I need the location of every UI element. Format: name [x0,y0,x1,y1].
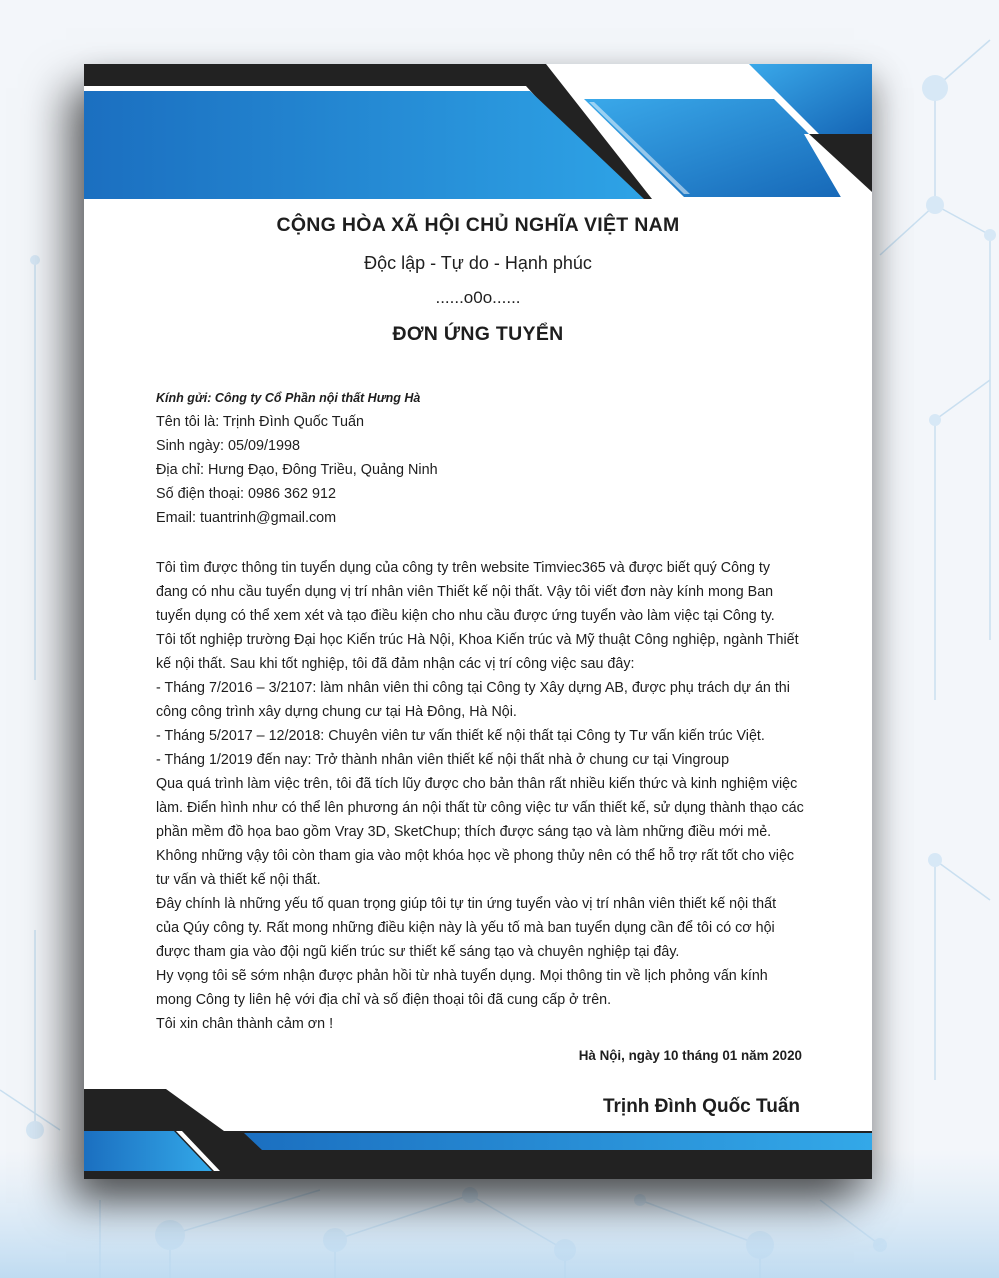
bottom-decoration-banner [84,1089,872,1179]
letter-body [156,556,804,1036]
body-line: Hy vọng tôi sẽ sớm nhận được phản hồi từ nhà tuyển dụng. Mọi thông tin về lịch phỏng vấn kính [156,968,768,984]
body-line: phần mềm đồ họa bao gồm Vray 3D, SketChup; thích được sáng tạo và làm những điều mới mẻ. [156,824,772,840]
body-line: kế nội thất. Sau khi tốt nghiệp, tôi đã đảm nhận các vị trí công việc sau đây: [156,656,635,672]
application-letter-page [84,64,872,1179]
body-line: của Qúy công ty. Rất mong những điều kiện này là yếu tố mà ban tuyển dụng cần để tôi có cơ hội [156,920,775,936]
body-line: Qua quá trình làm việc trên, tôi đã tích lũy được cho bản thân rất nhiều kiến thức và kinh nghiệm việc [156,776,798,792]
body-line: đang có nhu cầu tuyển dụng vị trí nhân viên Thiết kế nội thất. Vậy tôi viết đơn này kính mong Ban [156,584,774,600]
body-line: - Tháng 1/2019 đến nay: Trở thành nhân viên thiết kế nội thất nhà ở chung cư tại Vingroup [156,752,730,768]
body-line: Không những vậy tôi còn tham gia vào một khóa học về phong thủy nên có thể hỗ trợ rất tốt cho việc [156,848,795,864]
body-line: được tham gia vào đội ngũ kiến trúc sư thiết kế sáng tạo và chuyên nghiệp tại đây. [156,944,680,960]
body-line: Tôi tốt nghiệp trường Đại học Kiến trúc Hà Nội, Khoa Kiến trúc và Mỹ thuật Công nghiệp, ngành Thiết [156,632,799,648]
info-address: Địa chỉ: Hưng Đạo, Đông Triều, Quảng Ninh [156,462,438,478]
body-line: - Tháng 7/2016 – 3/2107: làm nhân viên thi công tại Công ty Xây dựng AB, được phụ trách dự án thi [156,680,790,696]
body-line: làm. Điển hình như có thể lên phương án nội thất từ công việc tư vấn thiết kế, sử dụng thành thạo các [156,800,804,816]
info-name: Tên tôi là: Trịnh Đình Quốc Tuấn [156,414,364,430]
body-line: Tôi xin chân thành cảm ơn ! [156,1016,334,1032]
recipient-line: Kính gửi: Công ty Cổ Phần nội thất Hưng Hà [156,391,421,405]
body-line: mong Công ty liên hệ với địa chỉ và số điện thoại tôi đã cung cấp ở trên. [156,992,612,1008]
body-line: Tôi tìm được thông tin tuyển dụng của công ty trên website Timviec365 và được biết quý Công ty [156,560,771,576]
body-line: tư vấn và thiết kế nội thất. [156,872,321,888]
signature-name: Trịnh Đình Quốc Tuấn [602,1096,800,1117]
date-line: Hà Nội, ngày 10 tháng 01 năm 2020 [578,1048,802,1063]
top-decoration-banner [84,64,872,199]
title-separator: ......o0o...... [435,288,521,307]
national-motto: Độc lập - Tự do - Hạnh phúc [364,253,592,273]
body-line: Đây chính là những yếu tố quan trọng giúp tôi tự tin ứng tuyển vào vị trí nhân viên thiết kế nội thất [156,896,777,912]
document-title: ĐƠN ỨNG TUYỂN [392,323,564,345]
info-birthdate: Sinh ngày: 05/09/1998 [156,438,301,454]
info-phone: Số điện thoại: 0986 362 912 [156,486,337,502]
body-line: - Tháng 5/2017 – 12/2018: Chuyên viên tư vấn thiết kế nội thất tại Công ty Tư vấn kiến trúc Việt. [156,728,765,744]
national-title: CỘNG HÒA XÃ HỘI CHỦ NGHĨA VIỆT NAM [276,214,680,236]
body-line: tuyển dụng có thể xem xét và tạo điều kiện cho nhu cầu được ứng tuyển vào làm việc tại Công ty. [156,608,775,624]
applicant-info-block [156,386,806,530]
info-email: Email: tuantrinh@gmail.com [156,510,337,526]
body-line: công công trình xây dựng chung cư tại Hà Đông, Hà Nội. [156,704,517,720]
